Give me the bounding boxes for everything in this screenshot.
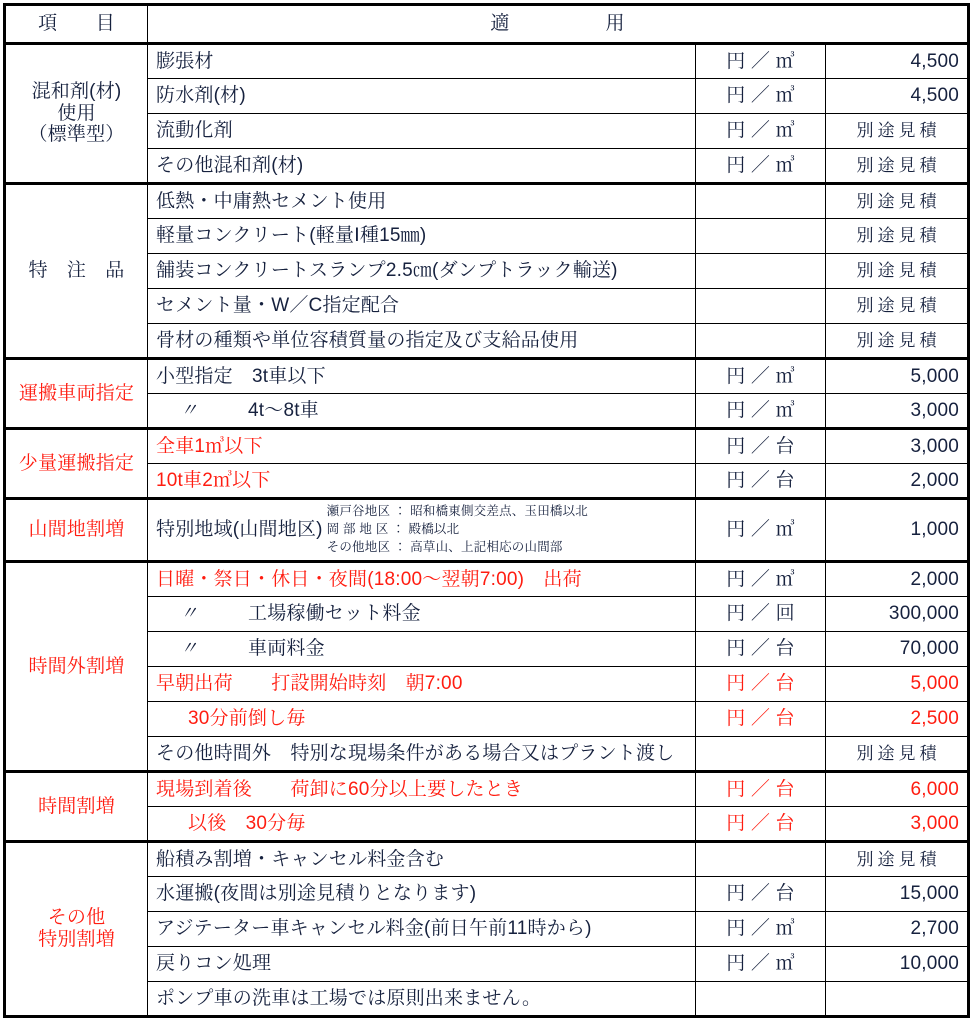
price-text: 2,000 bbox=[910, 568, 960, 590]
price-cell bbox=[826, 219, 969, 254]
description-cell bbox=[148, 149, 696, 184]
category-cell-vehicle-designation bbox=[5, 359, 148, 429]
category-label-line: （標準型） bbox=[28, 124, 125, 146]
description-text: アジテーター車キャンセル料金(前日午前11時から) bbox=[156, 918, 592, 940]
unit-cell bbox=[696, 359, 826, 394]
table-row bbox=[5, 219, 969, 254]
price-cell bbox=[826, 324, 969, 359]
description-text: その他時間外 特別な現場条件がある場合又はプラント渡し bbox=[156, 742, 675, 764]
description-cell bbox=[148, 737, 696, 772]
price-text: 別途見積 bbox=[856, 849, 941, 869]
header-cell-apply: 適 用 bbox=[148, 5, 969, 44]
unit-cell bbox=[696, 807, 826, 842]
description-cell bbox=[148, 44, 696, 79]
description-cell bbox=[148, 772, 696, 807]
table-row bbox=[5, 807, 969, 842]
unit-cell bbox=[696, 632, 826, 667]
unit-cell bbox=[696, 737, 826, 772]
unit-cell bbox=[696, 79, 826, 114]
price-text: 3,000 bbox=[910, 435, 960, 457]
description-text: 日曜・祭日・休日・夜間(18:00〜翌朝7:00) 出荷 bbox=[156, 568, 582, 590]
region-detail-line: 岡 部 地 区 ： 殿橋以北 bbox=[326, 522, 460, 537]
unit-cell bbox=[696, 44, 826, 79]
unit-text: 円 ／ ㎥ bbox=[726, 50, 795, 72]
table-row bbox=[5, 44, 969, 79]
price-cell bbox=[826, 912, 969, 947]
region-detail-line: その他地区 ： 高草山、上記相応の山間部 bbox=[326, 539, 563, 554]
description-cell bbox=[148, 912, 696, 947]
description-text: 流動化剤 bbox=[156, 120, 233, 142]
table-row bbox=[5, 877, 969, 912]
price-cell bbox=[826, 499, 969, 562]
unit-cell bbox=[696, 464, 826, 499]
description-cell bbox=[148, 114, 696, 149]
unit-cell bbox=[696, 429, 826, 464]
table-row bbox=[5, 289, 969, 324]
unit-cell bbox=[696, 499, 826, 562]
unit-cell bbox=[696, 772, 826, 807]
table-row bbox=[5, 597, 969, 632]
price-cell bbox=[826, 114, 969, 149]
region-detail-line: 瀬戸谷地区 ： 昭和橋東側交差点、玉田橋以北 bbox=[326, 504, 589, 519]
price-cell bbox=[826, 842, 969, 877]
unit-text: 円 ／ ㎥ bbox=[726, 154, 795, 176]
table-row bbox=[5, 149, 969, 184]
unit-text: 円 ／ 台 bbox=[726, 469, 795, 491]
description-cell bbox=[148, 597, 696, 632]
table-row bbox=[5, 254, 969, 289]
description-cell bbox=[148, 702, 696, 737]
unit-cell bbox=[696, 394, 826, 429]
category-cell-admixture bbox=[5, 44, 148, 184]
table-row bbox=[5, 667, 969, 702]
description-text: セメント量・W／C指定配合 bbox=[156, 295, 400, 317]
price-text: 別途見積 bbox=[856, 191, 941, 211]
description-text: 防水剤(材) bbox=[156, 85, 246, 107]
unit-cell bbox=[696, 114, 826, 149]
description-cell bbox=[148, 877, 696, 912]
price-cell bbox=[826, 289, 969, 324]
table-row bbox=[5, 982, 969, 1017]
description-text: 骨材の種類や単位容積質量の指定及び支給品使用 bbox=[156, 329, 579, 351]
table-row bbox=[5, 842, 969, 877]
header-cell-item: 項 目 bbox=[5, 5, 148, 44]
ditto-mark: 〃 bbox=[179, 603, 199, 624]
description-cell bbox=[148, 947, 696, 982]
price-text: 別途見積 bbox=[856, 121, 941, 141]
price-cell bbox=[826, 464, 969, 499]
table-row bbox=[5, 114, 969, 149]
price-table bbox=[3, 3, 970, 1018]
table-row bbox=[5, 737, 969, 772]
price-text: 300,000 bbox=[888, 603, 960, 625]
region-block bbox=[156, 503, 687, 556]
description-cell bbox=[148, 842, 696, 877]
description-text: ポンプ車の洗車は工場では原則出来ません。 bbox=[156, 987, 542, 1009]
table-row bbox=[5, 464, 969, 499]
price-text: 別途見積 bbox=[856, 226, 941, 246]
category-label-line: 使用 bbox=[57, 102, 96, 124]
description-text: 軽量コンクリート(軽量Ⅰ種15㎜) bbox=[156, 225, 427, 247]
unit-text: 円 ／ ㎥ bbox=[726, 85, 795, 107]
unit-text: 円 ／ ㎥ bbox=[726, 519, 795, 541]
description-cell bbox=[148, 79, 696, 114]
table-row bbox=[5, 429, 969, 464]
unit-cell bbox=[696, 912, 826, 947]
description-cell bbox=[148, 429, 696, 464]
unit-text: 円 ／ ㎥ bbox=[726, 953, 795, 975]
unit-text: 円 ／ 台 bbox=[726, 435, 795, 457]
price-text: 2,000 bbox=[910, 469, 960, 491]
unit-text: 円 ／ ㎥ bbox=[726, 568, 795, 590]
unit-text: 円 ／ 台 bbox=[726, 708, 795, 730]
category-label-line: 運搬車両指定 bbox=[18, 382, 135, 404]
description-text: 戻りコン処理 bbox=[156, 953, 272, 975]
price-cell bbox=[826, 562, 969, 597]
unit-text: 円 ／ 台 bbox=[726, 638, 795, 660]
price-cell bbox=[826, 702, 969, 737]
category-label-line: 少量運搬指定 bbox=[18, 452, 135, 474]
category-label-line: その他 bbox=[47, 907, 106, 929]
description-cell bbox=[148, 464, 696, 499]
description-cell bbox=[148, 289, 696, 324]
price-cell bbox=[826, 737, 969, 772]
unit-text: 円 ／ ㎥ bbox=[726, 365, 795, 387]
category-cell-other-special bbox=[5, 842, 148, 1017]
category-label-line: 混和剤(材) bbox=[31, 80, 122, 102]
unit-text: 円 ／ 台 bbox=[726, 812, 795, 834]
description-cell bbox=[148, 499, 696, 562]
category-label-line: 時間割増 bbox=[38, 795, 115, 817]
price-cell bbox=[826, 429, 969, 464]
price-text: 2,700 bbox=[910, 918, 960, 940]
description-text: 10t車2㎥以下 bbox=[156, 469, 271, 491]
price-text: 10,000 bbox=[899, 953, 960, 975]
description-cell bbox=[148, 632, 696, 667]
description-text: 車両料金 bbox=[248, 638, 325, 660]
price-text: 70,000 bbox=[899, 638, 960, 660]
price-table-body bbox=[5, 5, 969, 1017]
price-cell bbox=[826, 982, 969, 1017]
unit-cell bbox=[696, 597, 826, 632]
price-cell bbox=[826, 807, 969, 842]
unit-cell bbox=[696, 289, 826, 324]
price-cell bbox=[826, 79, 969, 114]
price-text: 別途見積 bbox=[856, 296, 941, 316]
price-cell bbox=[826, 359, 969, 394]
description-cell bbox=[148, 807, 696, 842]
description-text: 船積み割増・キャンセル料金含む bbox=[156, 848, 445, 870]
description-text: 小型指定 3t車以下 bbox=[156, 365, 326, 387]
unit-text: 円 ／ 台 bbox=[726, 778, 795, 800]
category-label-line: 山間地割増 bbox=[28, 519, 125, 541]
price-text: 5,000 bbox=[910, 365, 960, 387]
description-text: 30分前倒し毎 bbox=[188, 708, 306, 730]
description-cell bbox=[148, 562, 696, 597]
price-cell bbox=[826, 772, 969, 807]
price-cell bbox=[826, 632, 969, 667]
category-cell-small-lot bbox=[5, 429, 148, 499]
price-text: 別途見積 bbox=[856, 155, 941, 175]
unit-cell bbox=[696, 702, 826, 737]
price-text: 6,000 bbox=[910, 778, 960, 800]
description-text: 水運搬(夜間は別途見積りとなります) bbox=[156, 883, 477, 905]
category-label-line: 時間外割増 bbox=[28, 655, 125, 677]
description-text: その他混和剤(材) bbox=[156, 154, 304, 176]
price-cell bbox=[826, 149, 969, 184]
description-text: 膨張材 bbox=[156, 50, 214, 72]
price-text: 別途見積 bbox=[856, 261, 941, 281]
unit-cell bbox=[696, 842, 826, 877]
ditto-mark: 〃 bbox=[179, 399, 199, 420]
unit-text: 円 ／ ㎥ bbox=[726, 918, 795, 940]
unit-cell bbox=[696, 982, 826, 1017]
region-label: 特別地域(山間地区) bbox=[156, 519, 323, 541]
unit-text: 円 ／ 回 bbox=[726, 603, 795, 625]
unit-cell bbox=[696, 219, 826, 254]
price-text: 1,000 bbox=[910, 519, 960, 541]
table-row bbox=[5, 772, 969, 807]
description-cell bbox=[148, 324, 696, 359]
price-text: 3,000 bbox=[910, 399, 960, 421]
table-row bbox=[5, 947, 969, 982]
description-text: 現場到着後 荷卸に60分以上要したとき bbox=[156, 778, 524, 800]
table-row bbox=[5, 562, 969, 597]
description-text: 早朝出荷 打設開始時刻 朝7:00 bbox=[156, 673, 463, 695]
description-text: 低熱・中庸熱セメント使用 bbox=[156, 190, 387, 212]
table-row bbox=[5, 702, 969, 737]
table-row bbox=[5, 394, 969, 429]
unit-cell bbox=[696, 149, 826, 184]
description-text: 4t〜8t車 bbox=[248, 399, 319, 421]
category-cell-special-order bbox=[5, 184, 148, 359]
description-cell bbox=[148, 982, 696, 1017]
unit-text: 円 ／ 台 bbox=[726, 673, 795, 695]
ditto-mark: 〃 bbox=[179, 638, 199, 659]
price-cell bbox=[826, 667, 969, 702]
unit-text: 円 ／ 台 bbox=[726, 883, 795, 905]
category-label-line: 特 注 品 bbox=[28, 260, 125, 282]
region-detail-lines bbox=[327, 503, 588, 556]
price-text: 別途見積 bbox=[856, 330, 941, 350]
description-text: 工場稼働セット料金 bbox=[248, 603, 421, 625]
table-row bbox=[5, 79, 969, 114]
description-text: 以後 30分毎 bbox=[188, 812, 306, 834]
unit-text: 円 ／ ㎥ bbox=[726, 399, 795, 421]
category-cell-mountain-surcharge bbox=[5, 499, 148, 562]
unit-cell bbox=[696, 877, 826, 912]
table-row bbox=[5, 912, 969, 947]
price-cell bbox=[826, 254, 969, 289]
price-text: 3,000 bbox=[910, 812, 960, 834]
table-row bbox=[5, 324, 969, 359]
price-text: 2,500 bbox=[910, 708, 960, 730]
description-text: 舗装コンクリートスランプ2.5㎝(ダンプトラック輸送) bbox=[156, 260, 618, 282]
price-text: 15,000 bbox=[899, 883, 960, 905]
unit-cell bbox=[696, 562, 826, 597]
category-label-line: 特別割増 bbox=[38, 929, 115, 950]
description-cell bbox=[148, 394, 696, 429]
description-cell bbox=[148, 667, 696, 702]
price-text: 4,500 bbox=[910, 50, 960, 72]
price-cell bbox=[826, 877, 969, 912]
category-cell-time-surcharge bbox=[5, 772, 148, 842]
unit-cell bbox=[696, 254, 826, 289]
description-cell bbox=[148, 254, 696, 289]
price-cell bbox=[826, 597, 969, 632]
table-row bbox=[5, 184, 969, 219]
table-row bbox=[5, 359, 969, 394]
unit-text: 円 ／ ㎥ bbox=[726, 120, 795, 142]
unit-cell bbox=[696, 667, 826, 702]
price-text: 4,500 bbox=[910, 85, 960, 107]
price-cell bbox=[826, 947, 969, 982]
price-text: 別途見積 bbox=[856, 743, 941, 763]
description-text: 全車1㎥以下 bbox=[156, 435, 263, 457]
category-cell-overtime-surcharge bbox=[5, 562, 148, 772]
price-cell bbox=[826, 44, 969, 79]
table-header-row bbox=[5, 5, 969, 44]
unit-cell bbox=[696, 324, 826, 359]
table-row bbox=[5, 499, 969, 562]
description-cell bbox=[148, 359, 696, 394]
price-cell bbox=[826, 394, 969, 429]
table-row bbox=[5, 632, 969, 667]
description-cell bbox=[148, 219, 696, 254]
description-cell bbox=[148, 184, 696, 219]
price-text: 5,000 bbox=[910, 673, 960, 695]
unit-cell bbox=[696, 184, 826, 219]
price-cell bbox=[826, 184, 969, 219]
unit-cell bbox=[696, 947, 826, 982]
